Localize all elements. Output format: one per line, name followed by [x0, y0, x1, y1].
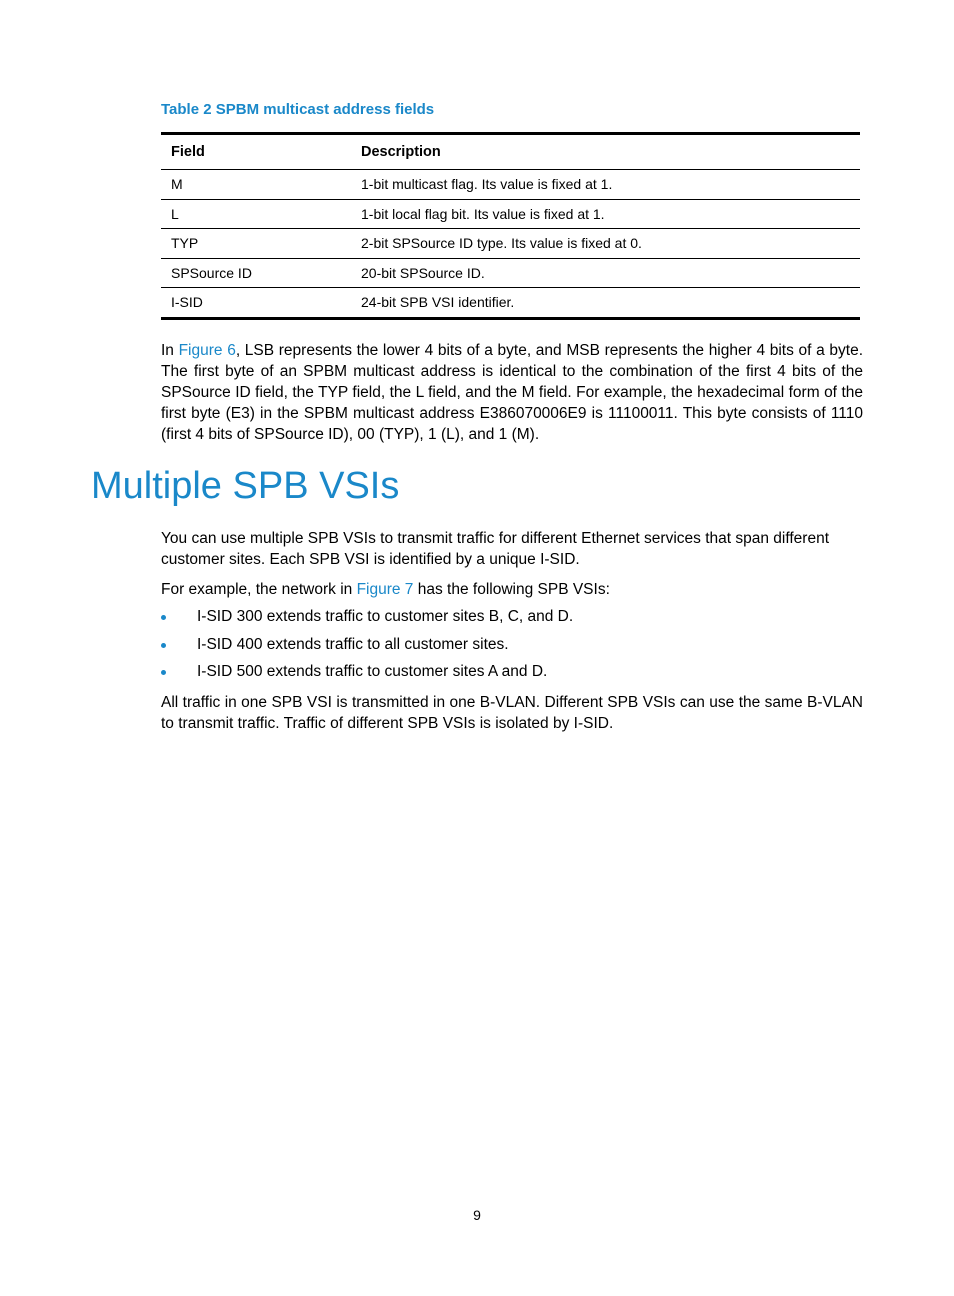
table-row [161, 258, 860, 288]
bullet-icon [161, 615, 166, 620]
list-item [161, 661, 863, 682]
description-cell: 24-bit SPB VSI identifier. [361, 294, 515, 311]
multiple-vsis-section [161, 528, 863, 734]
table-section [161, 100, 863, 445]
description-cell: 1-bit local flag bit. Its value is fixed at 1. [351, 199, 860, 229]
para-text: For example, the network in [161, 581, 357, 598]
page-number: 9 [473, 1207, 481, 1223]
description-cell: 1-bit multicast flag. Its value is fixed at 1. [351, 170, 860, 200]
example-paragraph [161, 579, 863, 600]
table-row [161, 229, 860, 259]
vsi-bullet-list [161, 606, 863, 682]
bullet-icon [161, 643, 166, 648]
table-row [161, 199, 860, 229]
bullet-text: I-SID 300 extends traffic to customer sites B, C, and D. [197, 608, 574, 625]
para-text: , LSB represents the lower 4 bits of a byte, and MSB represents the higher 4 bits of a byte. The first byte of an SPBM multicast address is identical to the combination of the first 4 bits of the SPSource ID field, the TYP field, the L field, and the M field. For example, the hexadecimal form of the first byte (E3) in the SPBM multicast address E386070006E9 is 11100011. This byte consists of 1110 (first 4 bits of SPSource ID), 00 (TYP), 1 (L), and 1 (M). [161, 341, 863, 443]
closing-paragraph: All traffic in one SPB VSI is transmitted in one B-VLAN. Different SPB VSIs can use the same B-VLAN to transmit traffic. Traffic of different SPB VSIs is isolated by I-SID. [161, 694, 863, 732]
figure-6-link[interactable]: Figure 6 [178, 341, 236, 359]
table-header-row [161, 134, 860, 170]
bullet-icon [161, 670, 166, 675]
field-cell: SPSource ID [161, 258, 351, 288]
section-heading: Multiple SPB VSIs [91, 465, 400, 507]
para-text: In [161, 341, 179, 359]
address-format-paragraph [161, 340, 863, 445]
list-item [161, 634, 863, 655]
table-caption: Table 2 SPBM multicast address fields [161, 101, 435, 118]
bullet-text: I-SID 500 extends traffic to customer sites A and D. [197, 663, 548, 680]
table-row [161, 288, 860, 319]
bullet-text: I-SID 400 extends traffic to all customer sites. [197, 635, 509, 653]
field-cell: M [161, 170, 351, 200]
description-cell: 20-bit SPSource ID. [351, 258, 860, 288]
list-item [161, 606, 863, 627]
column-header-field: Field [161, 134, 351, 170]
table-row [161, 170, 860, 200]
description-cell: 2-bit SPSource ID type. Its value is fixed at 0. [351, 229, 860, 259]
column-header-description: Description [351, 134, 860, 170]
intro-paragraph: You can use multiple SPB VSIs to transmit traffic for different Ethernet services that span different customer sites. Each SPB VSI is identified by a unique I-SID. [161, 530, 829, 568]
field-cell: L [161, 199, 351, 229]
field-cell: I-SID [171, 294, 203, 311]
para-text: has the following SPB VSIs: [413, 581, 610, 598]
figure-7-link[interactable]: Figure 7 [356, 581, 414, 598]
field-cell: TYP [161, 229, 351, 259]
spbm-multicast-fields-table [161, 132, 860, 320]
